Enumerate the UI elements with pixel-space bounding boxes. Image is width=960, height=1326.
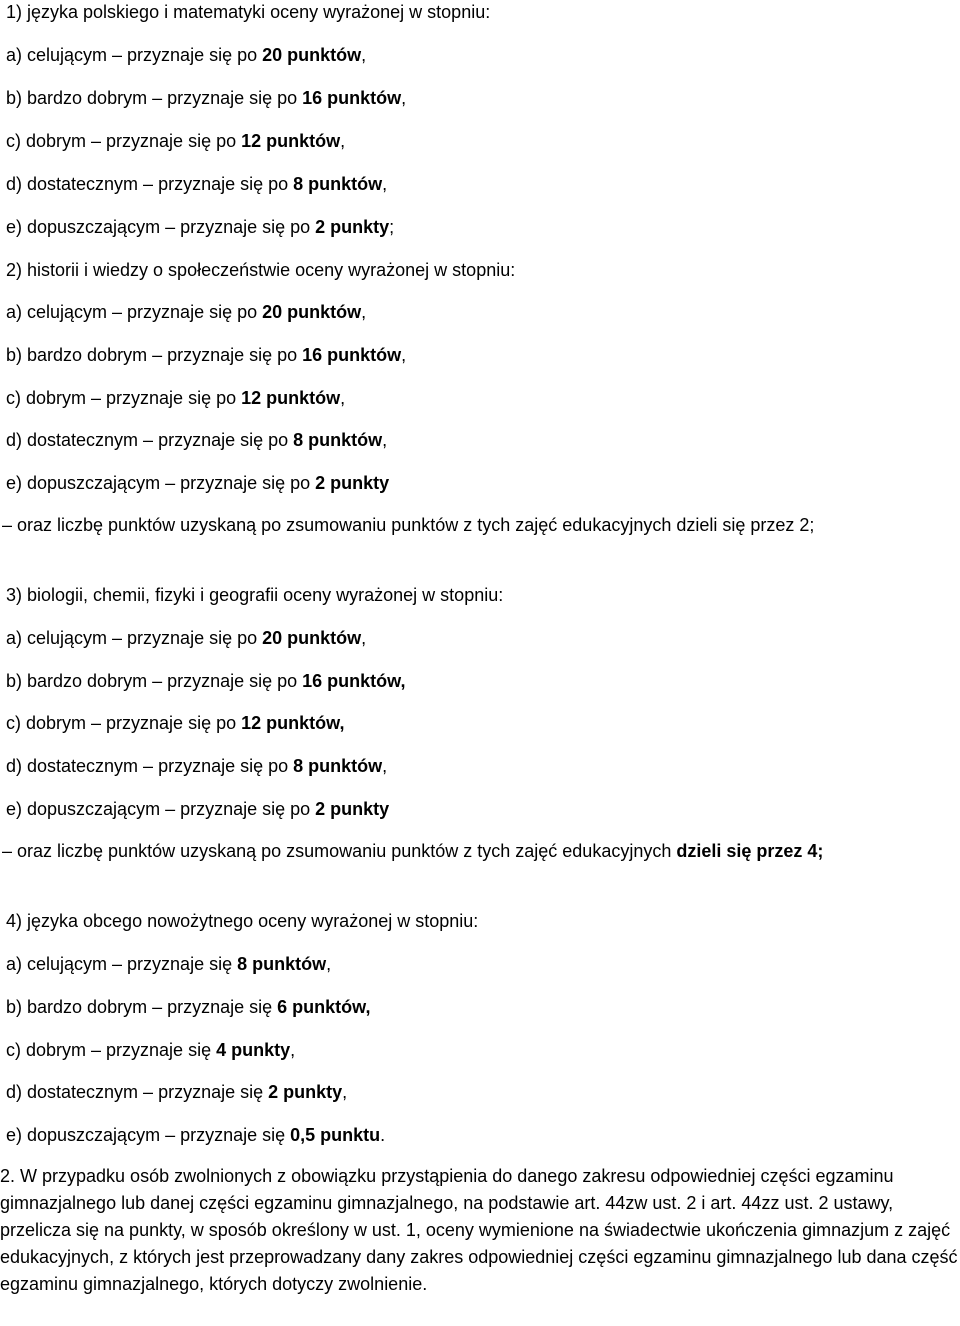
item-punct: . xyxy=(380,1125,386,1145)
section-2-heading xyxy=(6,259,515,281)
list-item xyxy=(6,130,345,152)
list-item xyxy=(6,1124,385,1146)
list-item xyxy=(6,472,389,494)
section-3-note xyxy=(0,836,950,866)
list-item xyxy=(6,44,366,66)
list-item xyxy=(6,87,406,109)
item-text: e) dopuszczającym – przyznaje się po xyxy=(6,799,316,819)
list-item xyxy=(6,429,387,451)
list-item xyxy=(6,301,366,323)
item-punct: , xyxy=(290,1040,296,1060)
item-text: b) bardzo dobrym – przyznaje się xyxy=(6,997,278,1017)
item-punct: , xyxy=(361,628,367,648)
points-value: 8 punktów xyxy=(293,430,383,450)
list-item xyxy=(6,712,344,734)
points-value: 12 punktów xyxy=(241,388,341,408)
points-value: 2 punkty xyxy=(315,473,390,493)
item-text: b) bardzo dobrym – przyznaje się po xyxy=(6,671,303,691)
item-text: a) celującym – przyznaje się po xyxy=(6,628,263,648)
points-value: 2 punkty xyxy=(268,1082,343,1102)
item-text: a) celującym – przyznaje się xyxy=(6,954,238,974)
item-punct: , xyxy=(326,954,332,974)
list-item xyxy=(6,953,331,975)
item-text: d) dostatecznym – przyznaje się po xyxy=(6,756,294,776)
item-text: c) dobrym – przyznaje się po xyxy=(6,713,242,733)
list-item xyxy=(6,798,389,820)
item-punct: , xyxy=(361,45,367,65)
item-text: a) celującym – przyznaje się po xyxy=(6,45,263,65)
list-item xyxy=(6,755,387,777)
note-bold-text: dzieli się przez 4; xyxy=(676,841,824,861)
note-text: – oraz liczbę punktów uzyskaną po zsumowaniu punktów z tych zajęć edukacyjnych dzieli się przez 2; xyxy=(2,515,815,535)
points-value: 20 punktów xyxy=(262,302,362,322)
item-text: b) bardzo dobrym – przyznaje się po xyxy=(6,88,303,108)
points-value: 16 punktów xyxy=(302,345,402,365)
list-item xyxy=(6,1081,347,1103)
list-item xyxy=(6,1039,295,1061)
section-3-heading xyxy=(6,584,503,606)
item-text: d) dostatecznym – przyznaje się xyxy=(6,1082,269,1102)
item-text: d) dostatecznym – przyznaje się po xyxy=(6,430,294,450)
points-value: 4 punkty xyxy=(216,1040,291,1060)
note-text: – oraz liczbę punktów uzyskaną po zsumowaniu punktów z tych zajęć edukacyjnych xyxy=(2,841,677,861)
heading-text: 2) historii i wiedzy o społeczeństwie oceny wyrażonej w stopniu: xyxy=(6,260,516,280)
item-punct: , xyxy=(340,388,346,408)
points-value: 8 punktów xyxy=(293,174,383,194)
points-value: 20 punktów xyxy=(262,628,362,648)
points-value: 16 punktów xyxy=(302,88,402,108)
list-item xyxy=(6,387,345,409)
heading-text: 4) języka obcego nowożytnego oceny wyrażonej w stopniu: xyxy=(6,911,479,931)
item-punct: , xyxy=(382,756,388,776)
item-text: c) dobrym – przyznaje się xyxy=(6,1040,217,1060)
section-4-heading xyxy=(6,910,478,932)
points-value: 12 punktów xyxy=(241,131,341,151)
item-punct: , xyxy=(382,174,388,194)
points-value: 8 punktów xyxy=(293,756,383,776)
item-text: c) dobrym – przyznaje się po xyxy=(6,388,242,408)
paragraph-2 xyxy=(0,1163,958,1298)
list-item xyxy=(6,173,387,195)
points-value: 16 punktów, xyxy=(302,671,406,691)
points-value: 20 punktów xyxy=(262,45,362,65)
section-1-heading xyxy=(6,1,490,23)
item-text: e) dopuszczającym – przyznaje się po xyxy=(6,473,316,493)
item-text: d) dostatecznym – przyznaje się po xyxy=(6,174,294,194)
heading-text: 3) biologii, chemii, fizyki i geografii oceny wyrażonej w stopniu: xyxy=(6,585,504,605)
points-value: 0,5 punktu xyxy=(290,1125,381,1145)
list-item xyxy=(6,670,406,692)
item-punct: , xyxy=(340,131,346,151)
paragraph-text: 2. W przypadku osób zwolnionych z obowiązku przystąpienia do danego zakresu odpowiedniej części egzaminu gimnazjalnego lub danej części egzaminu gimnazjalnego, na podstawie art. 44zw ust. 2 i art. 44zz ust. 2 ustawy, przelicza się na punkty, w sposób określony w ust. 1, oceny wymienione na świadectwie ukończenia gimnazjum z zajęć edukacyjnych, z których jest przeprowadzany dany zakres odpowiedniej części egzaminu gimnazjalnego lub dana część egzaminu gimnazjalnego, których dotyczy zwolnienie. xyxy=(0,1166,958,1294)
item-punct: , xyxy=(342,1082,348,1102)
points-value: 12 punktów, xyxy=(241,713,345,733)
points-value: 2 punkty xyxy=(315,217,390,237)
item-text: c) dobrym – przyznaje się po xyxy=(6,131,242,151)
list-item xyxy=(6,627,366,649)
item-punct: ; xyxy=(389,217,395,237)
points-value: 2 punkty xyxy=(315,799,390,819)
section-2-note xyxy=(0,510,950,540)
list-item xyxy=(6,996,370,1018)
item-punct: , xyxy=(401,345,407,365)
item-punct: , xyxy=(361,302,367,322)
item-punct: , xyxy=(401,88,407,108)
list-item xyxy=(6,216,394,238)
item-text: e) dopuszczającym – przyznaje się xyxy=(6,1125,291,1145)
list-item xyxy=(6,344,406,366)
item-text: a) celującym – przyznaje się po xyxy=(6,302,263,322)
heading-text: 1) języka polskiego i matematyki oceny wyrażonej w stopniu: xyxy=(6,2,491,22)
points-value: 8 punktów xyxy=(237,954,327,974)
item-punct: , xyxy=(382,430,388,450)
points-value: 6 punktów, xyxy=(277,997,371,1017)
item-text: b) bardzo dobrym – przyznaje się po xyxy=(6,345,303,365)
item-text: e) dopuszczającym – przyznaje się po xyxy=(6,217,316,237)
